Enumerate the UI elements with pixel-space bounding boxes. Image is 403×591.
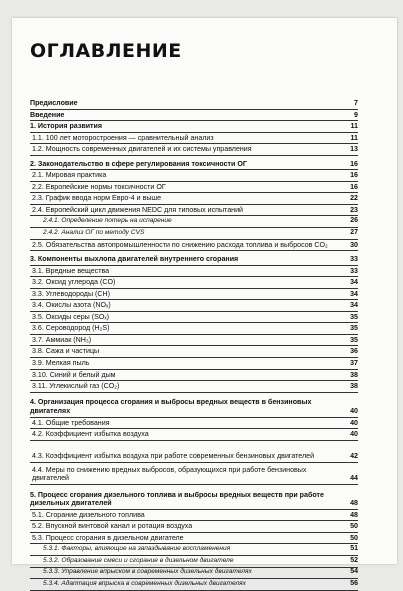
toc-entry-title: Предисловие [30, 98, 78, 107]
toc-entry-page: 11 [350, 122, 358, 131]
toc-entry-page: 16 [350, 182, 358, 191]
toc-entry-page: 37 [350, 358, 358, 367]
toc-entry-title: 3.1. Вредные вещества [32, 266, 110, 275]
toc-entry-title: 2.2. Европейские нормы токсичности ОГ [32, 182, 166, 191]
toc-entry-title: 3.4. Окислы азота (NOₓ) [32, 301, 111, 310]
toc-entry [30, 289, 358, 301]
toc-entry [30, 510, 358, 522]
toc-entry-page: 50 [350, 533, 358, 542]
toc-entry-title: 4.3. Коэффициент избытка воздуха при работе современных бензиновых двигателей [32, 452, 315, 461]
toc-entry-page: 11 [350, 133, 358, 142]
toc-entry-title: 5.3.3. Управление впрыском в современных дизельных двигателях [43, 568, 252, 576]
toc-entry [30, 133, 358, 145]
toc-entry-title: 1.2. Мощность современных двигателей и их системы управления [32, 145, 252, 154]
toc-entry [30, 228, 358, 240]
toc-entry-page: 30 [350, 240, 358, 249]
toc-entry [30, 323, 358, 335]
toc-entry-title: 1. История развития [30, 122, 103, 131]
toc-entry [30, 358, 358, 370]
toc-entry-title: 4.1. Общие требования [32, 418, 110, 427]
toc-entry-page: 34 [350, 301, 358, 310]
toc-entry [30, 579, 358, 591]
toc-entry-page: 48 [350, 510, 358, 519]
toc-entry-page: 13 [350, 145, 358, 154]
toc-entry [30, 312, 358, 324]
toc-entry-page: 44 [350, 474, 358, 483]
toc-entry [30, 216, 358, 228]
toc-entry [30, 429, 358, 441]
toc-entry-title: 2.1. Мировая практика [32, 171, 107, 180]
toc-entry-page: 51 [350, 545, 358, 553]
toc-entry-title: 5.1. Сгорание дизельного топлива [32, 510, 145, 519]
toc-entry [30, 193, 358, 205]
toc-entry-page: 33 [350, 266, 358, 275]
toc-entry-page: 40 [350, 430, 358, 439]
toc-entry-title: 4.4. Меры по снижению вредных выбросов, образующихся при работе бензиновых двигателей [32, 465, 307, 483]
toc-entry-title: 3.9. Мелкая пыль [32, 358, 90, 367]
toc-entry-title: Введение [30, 110, 65, 119]
toc-entry [30, 521, 358, 533]
page-title: ОГЛАВЛЕНИЕ [30, 40, 182, 62]
toc-entry-page: 34 [350, 278, 358, 287]
toc-entry-page: 56 [350, 580, 358, 587]
toc-entry [30, 370, 358, 382]
toc-entry-page: 40 [350, 418, 358, 427]
toc-entry-page: 42 [350, 452, 358, 461]
toc-entry [30, 277, 358, 289]
toc-entry [30, 300, 358, 312]
toc-entry [30, 254, 358, 266]
toc-entry [30, 533, 358, 545]
toc-entry-title: 3.10. Синий и белый дым [32, 370, 116, 379]
toc-entry-title: 3.7. Аммиак (NH₃) [32, 335, 92, 344]
toc-entry [30, 159, 358, 171]
toc-entry-title: 4. Организация процесса сгорания и выбросы вредных веществ в бензиновых двигателях [30, 398, 312, 416]
toc-entry-title: 2.5. Обязательства автопромышленности по снижению расхода топлива и выбросов CO₂ [32, 240, 328, 249]
toc-entry [30, 182, 358, 194]
toc-entry-title: 3.8. Сажа и частицы [32, 347, 100, 356]
toc-entry [30, 568, 358, 580]
toc-entry-page: 16 [350, 159, 358, 168]
toc-entry-title: 4.2. Коэффициент избытка воздуха [32, 430, 149, 439]
toc-entry-title: 2. Законодательство в сфере регулирования токсичности ОГ [30, 159, 247, 168]
table-of-contents [30, 98, 358, 591]
toc-entry-page: 16 [350, 171, 358, 180]
toc-entry [30, 544, 358, 556]
toc-entry [30, 266, 358, 278]
toc-entry [30, 110, 358, 122]
toc-entry-title: 3. Компоненты выхлопа двигателей внутреннего сгорания [30, 255, 239, 264]
toc-entry [30, 240, 358, 252]
toc-entry-page: 22 [350, 194, 358, 203]
toc-entry-title: 2.4.1. Определение потерь на испарение [43, 217, 172, 225]
toc-entry-title: 5.2. Впускной винтовой канал и ротация воздуха [32, 522, 193, 531]
toc-entry [30, 335, 358, 347]
toc-entry [30, 441, 358, 463]
toc-entry-page: 34 [350, 289, 358, 298]
toc-entry [30, 346, 358, 358]
toc-entry-title: 5.3.4. Адаптация впрыска в современных дизельных двигателях [43, 580, 246, 587]
toc-entry [30, 556, 358, 568]
toc-entry [30, 170, 358, 182]
toc-entry-title: 5.3. Процесс сгорания в дизельном двигателе [32, 533, 184, 542]
toc-entry-page: 54 [350, 568, 358, 576]
toc-entry-title: 3.3. Углеводороды (CH) [32, 289, 110, 298]
toc-entry-page: 52 [350, 556, 358, 564]
toc-entry [30, 418, 358, 430]
toc-entry-title: 3.6. Сероводород (H₂S) [32, 324, 110, 333]
toc-entry-page: 7 [354, 98, 358, 107]
toc-entry-title: 2.3. График ввода норм Евро-4 и выше [32, 194, 162, 203]
toc-entry [30, 205, 358, 217]
toc-entry-page: 35 [350, 312, 358, 321]
toc-entry-title: 2.4.2. Анализ ОГ по методу CVS [43, 228, 145, 236]
toc-entry-page: 23 [350, 205, 358, 214]
toc-entry-title: 5.3.2. Образование смеси и сгорание в дизельном двигателе [43, 556, 234, 564]
toc-entry-page: 50 [350, 522, 358, 531]
toc-entry-page: 27 [350, 228, 358, 236]
toc-entry [30, 121, 358, 133]
toc-entry [30, 488, 358, 510]
toc-entry-page: 40 [350, 407, 358, 416]
toc-entry-page: 36 [350, 347, 358, 356]
toc-entry-title: 5. Процесс сгорания дизельного топлива и выбросы вредных веществ при работе дизельных двигателей [30, 490, 324, 508]
toc-entry [30, 463, 358, 485]
toc-entry-page: 38 [350, 382, 358, 391]
toc-entry-title: 1.1. 100 лет моторостроения — сравнительный анализ [32, 133, 214, 142]
toc-entry-title: 3.11. Углекислый газ (CO₂) [32, 382, 120, 391]
toc-entry [30, 98, 358, 110]
toc-entry-title: 5.3.1. Факторы, влияющие на запаздывание воспламенения [43, 545, 231, 553]
toc-entry-title: 2.4. Европейский цикл движения NEDC для типовых испытаний [32, 205, 244, 214]
toc-entry-title: 3.2. Оксид углерода (CO) [32, 278, 116, 287]
toc-entry-page: 48 [350, 499, 358, 508]
toc-entry-page: 35 [350, 335, 358, 344]
toc-entry-page: 35 [350, 324, 358, 333]
toc-entry-page: 9 [354, 110, 358, 119]
toc-entry-page: 26 [350, 217, 358, 225]
toc-entry-page: 33 [350, 255, 358, 264]
toc-entry-page: 38 [350, 370, 358, 379]
toc-entry [30, 144, 358, 156]
toc-entry-title: 3.5. Оксиды серы (SOₓ) [32, 312, 110, 321]
toc-entry [30, 381, 358, 393]
toc-entry [30, 396, 358, 418]
